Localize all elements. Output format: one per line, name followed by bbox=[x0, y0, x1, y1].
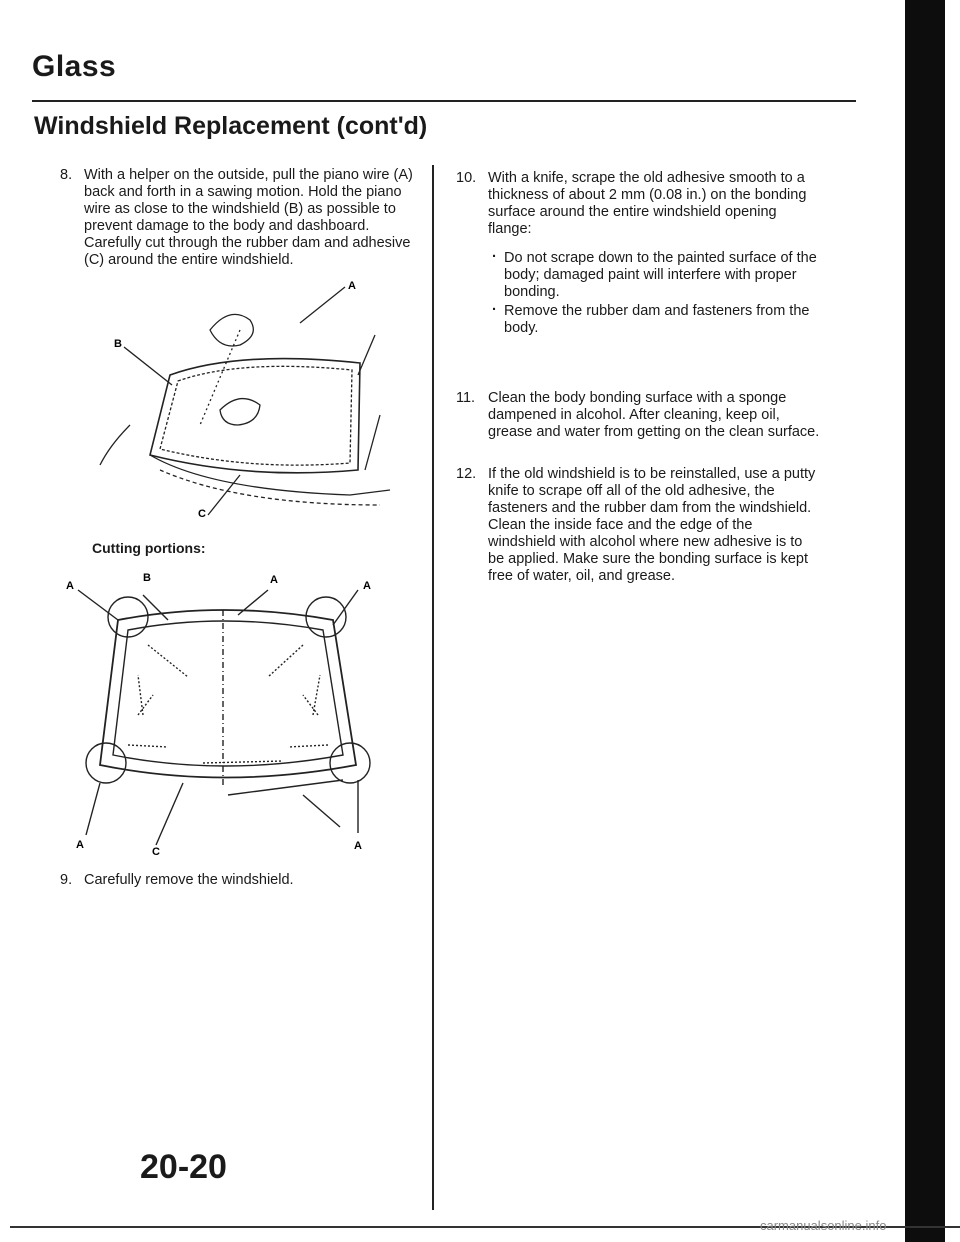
text-line: flange: bbox=[488, 221, 532, 237]
step-number: 8. bbox=[60, 167, 73, 183]
text-line: back and forth in a sawing motion. Hold the piano bbox=[84, 184, 402, 200]
text-line: free of water, oil, and grease. bbox=[488, 568, 675, 584]
step-number: 9. bbox=[60, 872, 73, 888]
step-text bbox=[488, 170, 817, 339]
step-text bbox=[84, 167, 413, 269]
bullet-item bbox=[488, 303, 817, 337]
bullet-list bbox=[488, 250, 817, 337]
text-line: (C) around the entire windshield. bbox=[84, 252, 294, 268]
text-line: With a knife, scrape the old adhesive smooth to a bbox=[488, 170, 805, 186]
text-line: be applied. Make sure the bonding surface is kept bbox=[488, 551, 809, 567]
column-divider bbox=[432, 165, 434, 1210]
page-number: 20-20 bbox=[140, 1148, 227, 1186]
bullet-item bbox=[488, 250, 817, 301]
step-number: 11. bbox=[456, 390, 476, 406]
label-c: C bbox=[152, 846, 160, 855]
section-subtitle: Windshield Replacement (cont'd) bbox=[34, 112, 428, 140]
label-a: A bbox=[363, 580, 371, 592]
label-b: B bbox=[143, 572, 151, 584]
text-line: Clean the inside face and the edge of the bbox=[488, 517, 753, 533]
binding-strip bbox=[905, 0, 945, 1242]
label-a: A bbox=[348, 280, 356, 292]
text-line: Carefully cut through the rubber dam and adhesive bbox=[84, 235, 411, 251]
text-line: fasteners and the rubber dam from the windshield. bbox=[488, 500, 812, 516]
text-line: wire as close to the windshield (B) as possible to bbox=[84, 201, 396, 217]
step-text: Carefully remove the windshield. bbox=[84, 872, 294, 888]
text-line: · Do not scrape down to the painted surface of the bbox=[504, 250, 817, 266]
text-line: body. bbox=[504, 320, 539, 336]
text-line: Clean the body bonding surface with a sponge bbox=[488, 390, 787, 406]
title-rule bbox=[32, 100, 856, 102]
text-line: prevent damage to the body and dashboard. bbox=[84, 218, 370, 234]
step-number: 10. bbox=[456, 170, 477, 186]
page-title: Glass bbox=[32, 50, 117, 83]
text-line: dampened in alcohol. After cleaning, keep oil, bbox=[488, 407, 780, 423]
figure-caption: Cutting portions: bbox=[92, 540, 206, 556]
windshield-cutting-illustration bbox=[90, 275, 420, 530]
text-line: thickness of about 2 mm (0.08 in.) on the bonding bbox=[488, 187, 807, 203]
text-line: surface around the entire windshield opening bbox=[488, 204, 777, 220]
text-line: With a helper on the outside, pull the piano wire (A) bbox=[84, 167, 413, 183]
text-line: bonding. bbox=[504, 284, 560, 300]
text-line: · Remove the rubber dam and fasteners from the bbox=[504, 303, 810, 319]
label-a: A bbox=[76, 839, 84, 851]
label-c: C bbox=[198, 508, 206, 520]
text-line: windshield with alcohol where new adhesive is to bbox=[488, 534, 803, 550]
cutting-portions-diagram bbox=[58, 565, 388, 855]
label-b: B bbox=[114, 338, 122, 350]
text-line: grease and water from getting on the clean surface. bbox=[488, 424, 820, 440]
text-line: If the old windshield is to be reinstalled, use a putty bbox=[488, 466, 816, 482]
step-text bbox=[488, 466, 815, 585]
step-number: 12. bbox=[456, 466, 477, 482]
text-line: body; damaged paint will interfere with proper bbox=[504, 267, 797, 283]
label-a: A bbox=[66, 580, 74, 592]
step-text bbox=[488, 390, 819, 441]
label-a: A bbox=[354, 840, 362, 852]
label-a: A bbox=[270, 574, 278, 586]
text-line: knife to scrape off all of the old adhesive, the bbox=[488, 483, 775, 499]
watermark: carmanualsonline.info bbox=[760, 1218, 887, 1233]
